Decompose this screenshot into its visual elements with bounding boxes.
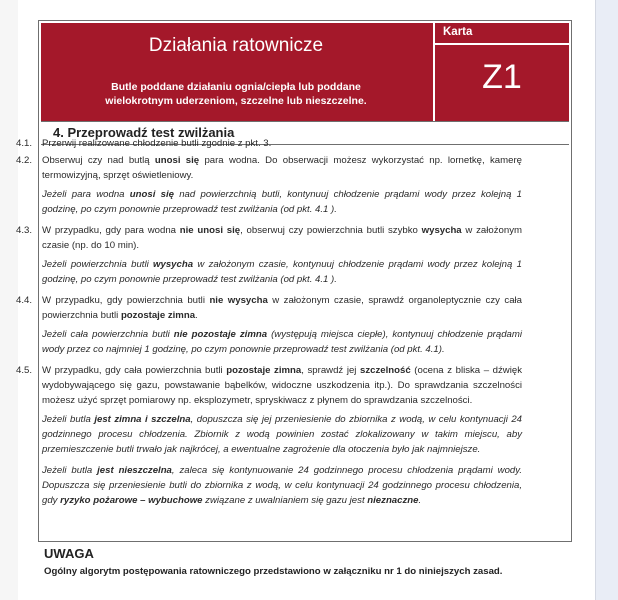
note-text: związane z uwalnianiem się gazu jest (202, 495, 368, 506)
note-text: w założonym czasie, kontynuuj chłodzenie prądami wody przez kolejną 1 godzinę, po czym ponownie przeprowadź test zwilżania (od pkt. 4.1 ). (42, 259, 522, 285)
note-text: . (418, 495, 422, 506)
step-items (16, 136, 522, 514)
item-text: para wodna. Do obserwacji możesz wykorzystać np. lornetkę, kamerę termowizyjną, sprzęt oświetleniowy. (42, 155, 522, 181)
item-text: Przerwij realizowane chłodzenie butli zgodnie z pkt. 3. (42, 138, 272, 149)
subtitle-line-2: wielokrotnym uderzeniom, szczelne lub nieszczelne. (105, 95, 367, 107)
note-text: (występują miejsca ciepłe), kontynuuj chłodzenie prądami wody przez co najmniej 1 godzinę, po czym ponownie przeprowadź test zwilżania (od pkt. 4.1). (42, 329, 522, 355)
page-margin-right (596, 0, 618, 600)
item-text: (ocena z bliska – dźwięk wydobywającego się gazu, powstawanie bąbelków, widoczne uszkodzenia itp.). Do sprawdzania szczelności możesz użyć sprzęt pomiarowy np. eksplozymetr, spryskiwacz z płynem do sprawdzania szczelności. (42, 365, 522, 406)
card-number: Z1 (482, 58, 522, 96)
item-4-2 (16, 153, 522, 183)
note-emphasis: ryzyko pożarowe – wybuchowe (60, 495, 203, 506)
item-text: W przypadku, gdy cała powierzchnia butli (42, 365, 227, 376)
note-emphasis: nieznaczne (367, 495, 419, 506)
card-label-box (435, 23, 569, 45)
item-4-5-note-1 (16, 412, 522, 457)
item-emphasis: pozostaje zimna (120, 310, 196, 321)
item-text: W przypadku, gdy powierzchnia butli (42, 295, 210, 306)
note-emphasis: wysycha (153, 259, 194, 270)
item-4-4 (16, 293, 522, 323)
item-number: 4.2. (16, 155, 33, 166)
item-emphasis: wysycha (421, 225, 462, 236)
item-number: 4.5. (16, 365, 33, 376)
item-text: Obserwuj czy nad butlą (42, 155, 155, 166)
note-text: Jeżeli cała powierzchnia butli (42, 329, 174, 340)
step-title: 4. Przeprowadź test zwilżania (53, 125, 235, 140)
card-header (41, 23, 569, 121)
note-text: , zaleca się kontynuowanie 24 godzinnego procesu chłodzenia prądami wody. Dopuszcza się przeniesienie butli do zbiornika z wodą, w celu kontynuacji 24 godzinnego procesu chłodzenia, gdy (42, 465, 522, 506)
subtitle-line-1: Butle poddane działaniu ognia/ciepła lub poddane (111, 81, 361, 93)
item-text: w założonym czasie (np. do 10 min). (42, 225, 522, 251)
item-4-2-note (16, 187, 522, 217)
item-4-4-note (16, 327, 522, 357)
item-number: 4.4. (16, 295, 33, 306)
warning-text: Ogólny algorytm postępowania ratowniczego przedstawiono w załączniku nr 1 do niniejszych zasad. (44, 566, 503, 577)
card-subtitle (41, 80, 431, 108)
warning-heading: UWAGA (44, 546, 94, 561)
note-emphasis: unosi się (129, 189, 174, 200)
note-emphasis: jest nieszczelna (97, 465, 172, 476)
item-4-1 (16, 136, 522, 151)
item-number: 4.1. (16, 138, 33, 149)
note-text: , dopuszcza się jej przeniesienie do zbiornika z wodą, w celu kontynuacji 24 godzinnego procesu chłodzenia. Zbiornik z wodą powinien zostać zlokalizowany w takim miejscu, aby przemieszczenie butli trwało jak najkrócej, a ewentualne zagrożenie dla otoczenia było jak najmniejsze. (42, 414, 523, 455)
item-4-5-note-2 (16, 463, 522, 508)
item-number: 4.3. (16, 225, 33, 236)
card-label: Karta (443, 26, 473, 38)
item-text: . (195, 310, 198, 321)
item-emphasis: nie unosi się (179, 225, 241, 236)
item-emphasis: nie wysycha (209, 295, 268, 306)
note-text: Jeżeli butla (42, 414, 95, 425)
note-emphasis: nie pozostaje zimna (173, 329, 268, 340)
item-text: w założonym czasie, sprawdź organoleptycznie czy cała powierzchnia butli (42, 295, 523, 321)
item-text: , obserwuj czy powierzchnia butli szybko (240, 225, 422, 236)
item-4-3 (16, 223, 522, 253)
item-emphasis: szczelność (360, 365, 411, 376)
item-text: W przypadku, gdy para wodna (42, 225, 180, 236)
note-text: Jeżeli butla (42, 465, 98, 476)
note-emphasis: jest zimna i szczelna (94, 414, 191, 425)
item-text: , sprawdź jej (301, 365, 361, 376)
item-emphasis: pozostaje zimna (226, 365, 302, 376)
note-text: Jeżeli powierzchnia butli (42, 259, 154, 270)
item-4-3-note (16, 257, 522, 287)
note-text: Jeżeli para wodna (42, 189, 130, 200)
card-title: Działania ratownicze (148, 35, 324, 56)
item-4-5 (16, 363, 522, 408)
item-emphasis: unosi się (154, 155, 200, 166)
note-text: nad powierzchnią butli, kontynuuj chłodzenie prądami wody przez kolejną 1 godzinę, po czym ponownie przeprowadź test zwilżania (od pkt. 4.1 ). (42, 189, 522, 215)
